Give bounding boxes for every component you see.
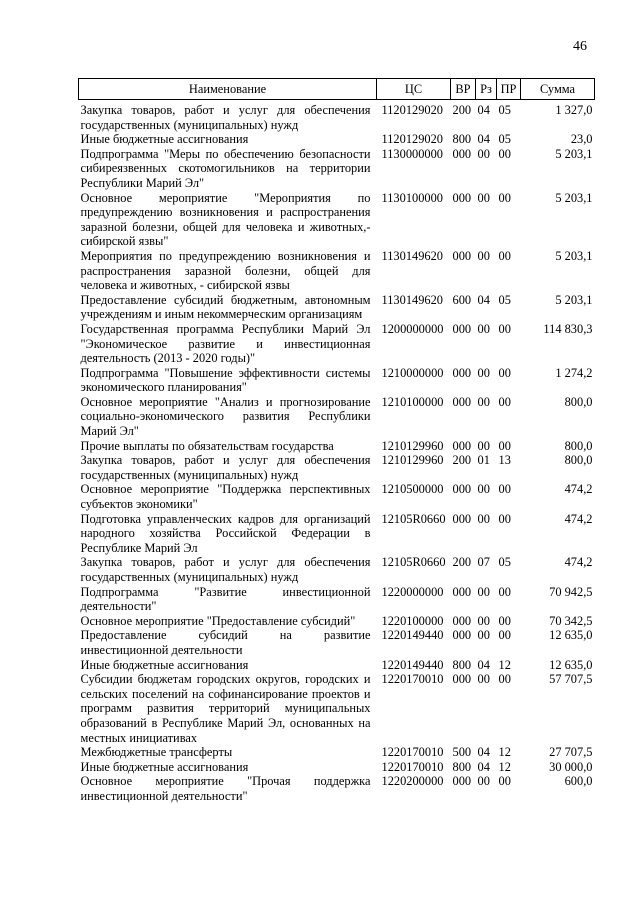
cell-name: Прочие выплаты по обязательствам государства bbox=[80, 438, 334, 453]
cell-cs: 1210100000 bbox=[381, 394, 444, 409]
cell-vr: 000 bbox=[452, 613, 472, 628]
cell-sum: 1 274,2 bbox=[555, 365, 593, 380]
cell-cs: 1210000000 bbox=[381, 365, 444, 380]
table-row bbox=[79, 147, 595, 191]
cell-rz: 00 bbox=[477, 365, 490, 380]
cell-sum: 114 830,3 bbox=[543, 321, 593, 336]
cell-sum: 5 203,1 bbox=[555, 248, 593, 263]
cell-sum: 27 707,5 bbox=[549, 745, 593, 760]
cell-pr: 05 bbox=[498, 292, 511, 307]
cell-sum: 600,0 bbox=[564, 774, 593, 789]
cell-pr: 00 bbox=[498, 146, 511, 161]
cell-sum: 5 203,1 bbox=[555, 146, 593, 161]
cell-vr: 000 bbox=[452, 438, 472, 453]
cell-cs: 1220149440 bbox=[381, 628, 444, 643]
cell-name: Государственная программа Республики Марий Эл "Экономическое развитие и инвестиционная деятельность (2013 - 2020 годы)" bbox=[80, 321, 371, 366]
cell-name: Мероприятия по предупреждению возникновения и распространения заразной болезни, общей для человека и животных, - сибирской язвы bbox=[80, 248, 371, 293]
cell-name: Подготовка управленческих кадров для организаций народного хозяйства Российской Федерации в Республике Марий Эл bbox=[80, 511, 371, 555]
header-pr: ПР bbox=[497, 79, 521, 100]
cell-vr: 000 bbox=[452, 365, 472, 380]
header-name: Наименование bbox=[79, 79, 377, 100]
cell-rz: 00 bbox=[477, 584, 490, 599]
cell-vr: 800 bbox=[452, 657, 472, 672]
cell-rz: 01 bbox=[477, 453, 490, 468]
cell-name: Подпрограмма "Меры по обеспечению безопасности сибиреязвенных скотомогильников на территории Республики Марий Эл" bbox=[80, 146, 371, 190]
table-row bbox=[79, 453, 595, 482]
cell-rz: 00 bbox=[477, 394, 490, 409]
cell-rz: 00 bbox=[477, 190, 490, 205]
cell-vr: 000 bbox=[452, 146, 472, 161]
header-sum: Сумма bbox=[521, 79, 595, 100]
cell-cs: 1120129020 bbox=[381, 132, 443, 147]
cell-name: Закупка товаров, работ и услуг для обеспечения государственных (муниципальных) нужд bbox=[80, 555, 371, 584]
cell-pr: 00 bbox=[498, 672, 511, 687]
table-row bbox=[79, 672, 595, 745]
cell-vr: 000 bbox=[452, 482, 472, 497]
cell-cs: 1210129960 bbox=[381, 438, 444, 453]
cell-name: Предоставление субсидий бюджетным, автономным учреждениям и иным некоммерческим организациям bbox=[80, 292, 371, 322]
cell-name: Иные бюджетные ассигнования bbox=[80, 657, 249, 672]
cell-sum: 23,0 bbox=[570, 132, 593, 147]
table-row bbox=[79, 482, 595, 511]
cell-vr: 600 bbox=[452, 292, 472, 307]
cell-sum: 1 327,0 bbox=[555, 103, 593, 117]
header-vr: ВР bbox=[451, 79, 476, 100]
cell-rz: 00 bbox=[477, 482, 490, 497]
cell-sum: 800,0 bbox=[564, 438, 593, 453]
cell-rz: 00 bbox=[477, 672, 490, 687]
cell-cs: 1210129960 bbox=[381, 453, 444, 468]
cell-pr: 00 bbox=[498, 774, 511, 789]
cell-vr: 000 bbox=[452, 394, 472, 409]
cell-sum: 5 203,1 bbox=[555, 190, 593, 205]
cell-sum: 800,0 bbox=[564, 453, 593, 468]
cell-rz: 04 bbox=[477, 132, 490, 147]
cell-cs: 1200000000 bbox=[381, 321, 444, 336]
cell-pr: 12 bbox=[498, 759, 511, 774]
page-number: 46 bbox=[573, 39, 587, 54]
cell-name: Иные бюджетные ассигнования bbox=[80, 132, 249, 147]
cell-pr: 00 bbox=[498, 438, 511, 453]
cell-cs: 12105R0660 bbox=[381, 511, 446, 526]
table-row bbox=[79, 366, 595, 395]
cell-cs: 1130149620 bbox=[381, 248, 443, 263]
table-row bbox=[79, 293, 595, 322]
cell-pr: 00 bbox=[498, 511, 511, 526]
cell-name: Основное мероприятие "Прочая поддержка инвестиционной деятельности" bbox=[80, 774, 371, 803]
cell-name: Закупка товаров, работ и услуг для обеспечения государственных (муниципальных) нужд bbox=[80, 453, 371, 482]
table-row bbox=[79, 760, 595, 775]
cell-name: Подпрограмма "Развитие инвестиционной деятельности" bbox=[80, 584, 371, 614]
cell-sum: 70 942,5 bbox=[549, 584, 593, 599]
cell-sum: 474,2 bbox=[564, 555, 593, 570]
cell-name: Основное мероприятие "Анализ и прогнозирование социально-экономического развития Республики Марий Эл" bbox=[80, 394, 371, 439]
cell-vr: 000 bbox=[452, 511, 472, 526]
cell-name: Субсидии бюджетам городских округов, городских и сельских поселений на софинансирование проектов и программ развития территорий муниципальных образований в Республике Марий Эл, основанных на местных инициативах bbox=[80, 672, 371, 745]
cell-pr: 05 bbox=[498, 555, 511, 570]
cell-rz: 04 bbox=[477, 103, 490, 117]
table-row bbox=[79, 628, 595, 657]
cell-pr: 00 bbox=[498, 394, 511, 409]
table-row bbox=[79, 512, 595, 556]
cell-rz: 00 bbox=[477, 774, 490, 789]
table-header-row bbox=[79, 79, 595, 100]
cell-vr: 200 bbox=[452, 555, 472, 570]
cell-cs: 1210500000 bbox=[381, 482, 444, 497]
cell-pr: 00 bbox=[498, 584, 511, 599]
cell-vr: 800 bbox=[452, 759, 472, 774]
cell-pr: 00 bbox=[498, 365, 511, 380]
header-rz: Рз bbox=[476, 79, 497, 100]
cell-sum: 474,2 bbox=[564, 482, 593, 497]
cell-sum: 57 707,5 bbox=[549, 672, 593, 687]
cell-sum: 5 203,1 bbox=[555, 292, 593, 307]
cell-name: Предоставление субсидий на развитие инвестиционной деятельности bbox=[80, 628, 371, 657]
cell-rz: 00 bbox=[477, 511, 490, 526]
cell-cs: 1130100000 bbox=[381, 190, 443, 205]
cell-cs: 1220170010 bbox=[381, 745, 444, 760]
cell-name: Основное мероприятие "Мероприятия по предупреждению возникновения и распространения заразной болезни, общей для человека и животных,-сибирской язвы" bbox=[80, 190, 371, 249]
cell-rz: 00 bbox=[477, 248, 490, 263]
cell-cs: 1220149440 bbox=[381, 657, 444, 672]
table-row bbox=[79, 745, 595, 760]
cell-sum: 70 342,5 bbox=[549, 613, 593, 628]
cell-pr: 00 bbox=[498, 248, 511, 263]
cell-cs: 1220100000 bbox=[381, 613, 444, 628]
table-row bbox=[79, 585, 595, 614]
cell-rz: 00 bbox=[477, 438, 490, 453]
cell-name: Подпрограмма "Повышение эффективности системы экономического планирования" bbox=[80, 365, 371, 395]
cell-cs: 1130149620 bbox=[381, 292, 443, 307]
cell-cs: 1120129020 bbox=[381, 103, 443, 117]
cell-pr: 13 bbox=[498, 453, 511, 468]
cell-rz: 00 bbox=[477, 628, 490, 643]
cell-name: Иные бюджетные ассигнования bbox=[80, 759, 249, 774]
cell-vr: 000 bbox=[452, 672, 472, 687]
cell-vr: 800 bbox=[452, 132, 472, 147]
cell-cs: 1220170010 bbox=[381, 672, 444, 687]
table-row bbox=[79, 555, 595, 584]
cell-sum: 12 635,0 bbox=[549, 628, 593, 643]
cell-cs: 1220170010 bbox=[381, 759, 444, 774]
cell-name: Основное мероприятие "Поддержка перспективных субъектов экономики" bbox=[80, 482, 371, 512]
table-row bbox=[79, 658, 595, 673]
cell-pr: 05 bbox=[498, 103, 511, 117]
cell-vr: 000 bbox=[452, 248, 472, 263]
cell-pr: 00 bbox=[498, 321, 511, 336]
cell-pr: 05 bbox=[498, 132, 511, 147]
cell-vr: 000 bbox=[452, 584, 472, 599]
cell-pr: 00 bbox=[498, 482, 511, 497]
cell-name: Межбюджетные трансферты bbox=[80, 745, 233, 760]
cell-pr: 12 bbox=[498, 657, 511, 672]
table-row bbox=[79, 395, 595, 439]
cell-rz: 04 bbox=[477, 745, 490, 760]
cell-vr: 200 bbox=[452, 103, 472, 117]
cell-pr: 00 bbox=[498, 613, 511, 628]
cell-pr: 00 bbox=[498, 628, 511, 643]
cell-vr: 200 bbox=[452, 453, 472, 468]
table-row bbox=[79, 249, 595, 293]
table-row bbox=[79, 322, 595, 366]
table-row bbox=[79, 191, 595, 249]
cell-rz: 00 bbox=[477, 146, 490, 161]
table-row bbox=[79, 614, 595, 629]
cell-cs: 1220200000 bbox=[381, 774, 444, 789]
cell-sum: 800,0 bbox=[564, 394, 593, 409]
cell-sum: 474,2 bbox=[564, 511, 593, 526]
cell-vr: 000 bbox=[452, 774, 472, 789]
cell-sum: 30 000,0 bbox=[549, 759, 593, 774]
cell-rz: 00 bbox=[477, 613, 490, 628]
cell-vr: 000 bbox=[452, 190, 472, 205]
budget-table bbox=[78, 78, 595, 804]
header-cs: ЦС bbox=[377, 79, 451, 100]
cell-rz: 07 bbox=[477, 555, 490, 570]
cell-vr: 500 bbox=[452, 745, 472, 760]
cell-cs: 1130000000 bbox=[381, 146, 443, 161]
cell-pr: 00 bbox=[498, 190, 511, 205]
cell-name: Основное мероприятие "Предоставление субсидий" bbox=[80, 613, 356, 628]
cell-vr: 000 bbox=[452, 628, 472, 643]
cell-vr: 000 bbox=[452, 321, 472, 336]
cell-name: Закупка товаров, работ и услуг для обеспечения государственных (муниципальных) нужд bbox=[80, 103, 371, 132]
cell-cs: 1220000000 bbox=[381, 584, 444, 599]
table-row bbox=[79, 100, 595, 133]
cell-cs: 12105R0660 bbox=[381, 555, 446, 570]
cell-rz: 04 bbox=[477, 759, 490, 774]
cell-rz: 04 bbox=[477, 292, 490, 307]
cell-rz: 04 bbox=[477, 657, 490, 672]
table-row bbox=[79, 439, 595, 454]
table-row bbox=[79, 774, 595, 803]
cell-sum: 12 635,0 bbox=[549, 657, 593, 672]
cell-pr: 12 bbox=[498, 745, 511, 760]
cell-rz: 00 bbox=[477, 321, 490, 336]
table-row bbox=[79, 132, 595, 147]
